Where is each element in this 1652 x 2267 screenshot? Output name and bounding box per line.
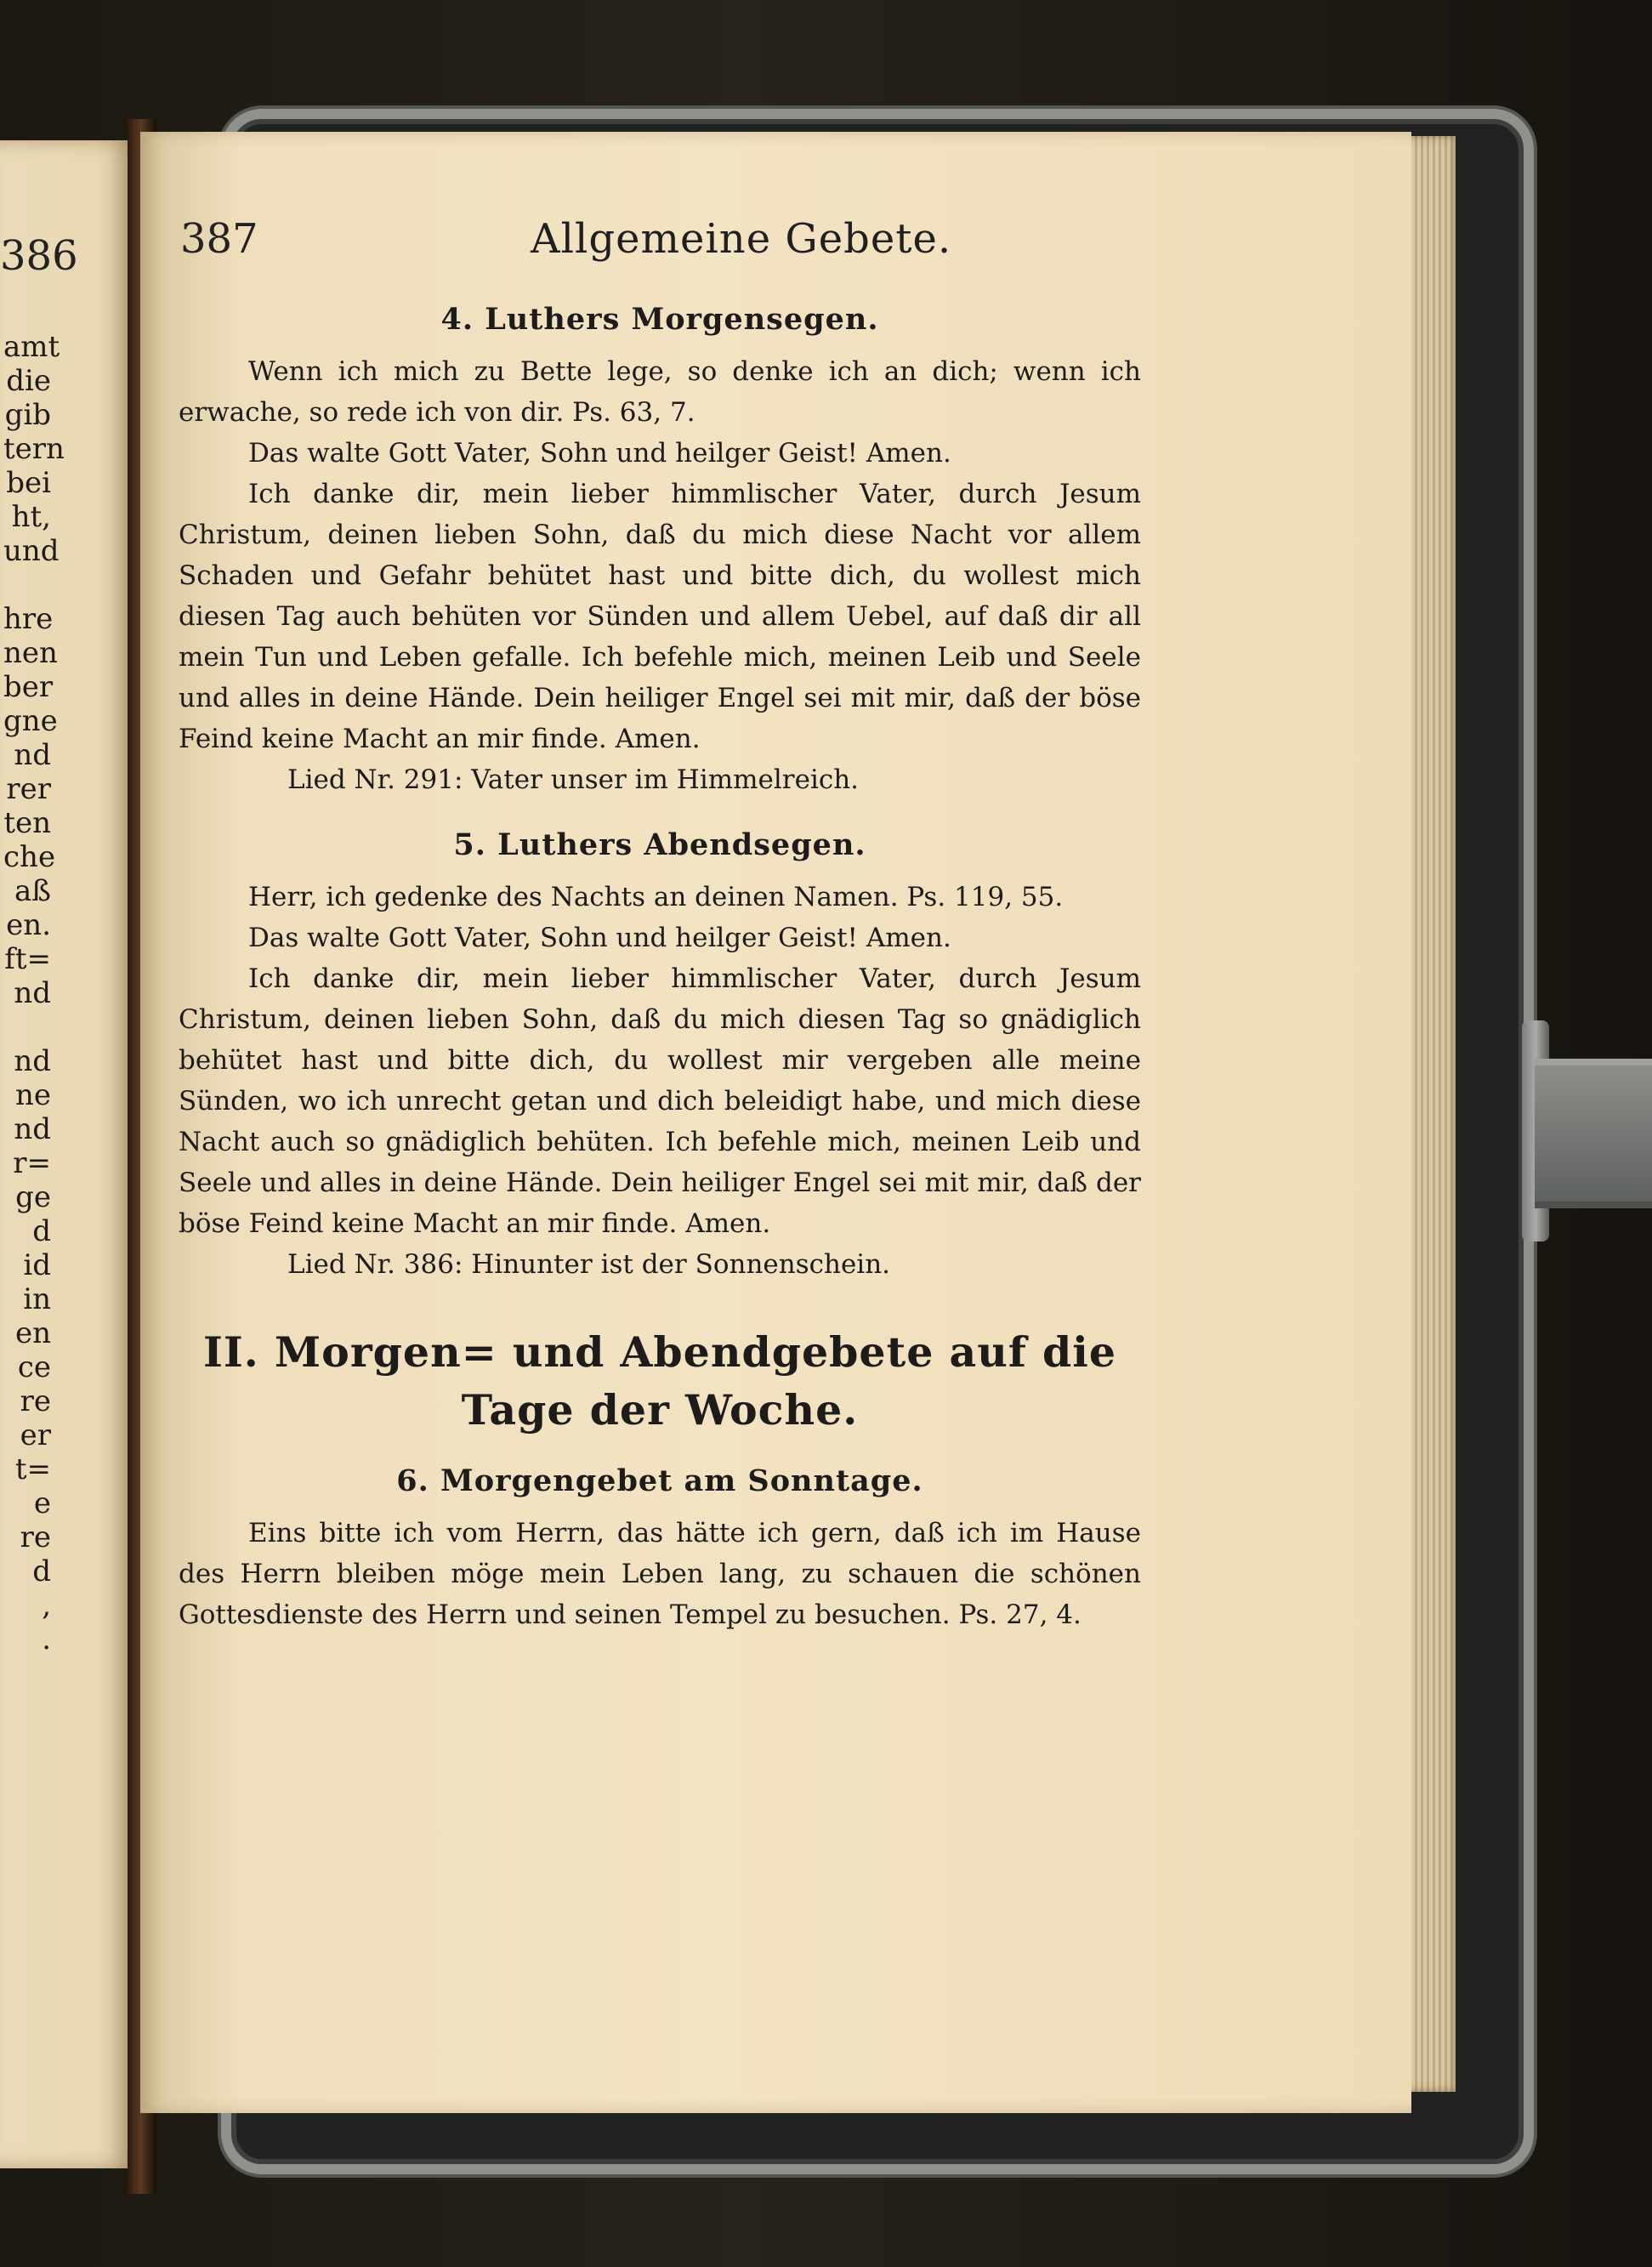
paragraph: Das walte Gott Vater, Sohn und heilger Geist! Amen.: [248, 438, 951, 469]
left-page-number: 386: [0, 232, 78, 280]
left-text-fragment-33: er: [20, 1418, 51, 1452]
left-page-fragment: [0, 140, 136, 2168]
spacer: [179, 800, 1141, 826]
spacer: [179, 865, 1141, 877]
left-text-fragment-31: ce: [17, 1350, 51, 1384]
running-head: Allgemeine Gebete.: [531, 215, 952, 263]
left-text-fragment-25: r=: [13, 1146, 51, 1180]
left-text-fragment-19: ft=: [4, 942, 51, 976]
paragraph: Das walte Gott Vater, Sohn und heilger Geist! Amen.: [248, 923, 951, 953]
left-text-fragment-13: nd: [14, 738, 51, 772]
left-text-fragment-37: d: [32, 1554, 51, 1588]
metal-clasp: [1535, 1059, 1652, 1208]
spacer: [179, 339, 1141, 351]
spacer: [179, 1285, 1141, 1326]
paragraph: Ich danke dir, mein lieber himmlischer Vater, durch Jesum Christum, deinen lieben Sohn, daß du mich diese Nacht vor allem Schaden und Gefahr behütet hast und bitte dich, du wollest mich diesen Tag auch behüten vor Sünden und allem Uebel, auf daß dir all mein Tun und Leben gefalle. Ich befehle mich, meinen Leib und Seele und alles in deine Hände. Dein heiliger Engel sei mit mir, daß der böse Feind keine Macht an mir finde. Amen.: [179, 479, 1141, 754]
left-text-fragment-16: che: [3, 840, 56, 874]
section-heading: 4. Luthers Morgensegen.: [440, 302, 879, 337]
paragraph: Eins bitte ich vom Herrn, das hätte ich gern, daß ich im Hause des Herrn bleiben möge mein Leben lang, zu schauen die schönen Gottesdienste des Herrn und seinen Tempel zu besuchen. Ps. 27, 4.: [179, 1518, 1141, 1630]
left-text-fragment-36: re: [20, 1520, 51, 1554]
hymn-reference: Lied Nr. 291: Vater unser im Himmelreich.: [287, 764, 860, 795]
left-text-fragment-38: ,: [42, 1588, 51, 1622]
paragraph: Herr, ich gedenke des Nachts an deinen Namen. Ps. 119, 55.: [248, 882, 1064, 912]
left-text-fragment-32: re: [20, 1384, 51, 1418]
chapter-heading: [179, 1326, 1141, 1436]
left-text-fragment-39: .: [42, 1622, 51, 1656]
left-text-fragment-12: gne: [3, 704, 58, 738]
left-text-fragment-1: amt: [3, 330, 60, 364]
left-text-fragment-17: aß: [14, 874, 51, 908]
paragraph: Wenn ich mich zu Bette lege, so denke ich an dich; wenn ich erwache, so rede ich von dir. Ps. 63, 7.: [179, 356, 1141, 428]
paragraph: Ich danke dir, mein lieber himmlischer Vater, durch Jesum Christum, deinen lieben Sohn, daß du mich diesen Tag so gnädiglich behütet hast und bitte dich, du wollest mir vergeben alle meine Sünden, wo ich unrecht getan und dich beleidigt habe, und mich diese Nacht auch so gnädiglich behüten. Ich befehle mich, meinen Leib und Seele und alles in deine Hände. Dein heiliger Engel sei mit mir, daß der böse Feind keine Macht an mir finde. Amen.: [179, 963, 1141, 1239]
left-text-fragment-27: d: [32, 1214, 51, 1248]
left-text-fragment-5: bei: [6, 466, 51, 500]
left-text-fragment-23: ne: [14, 1078, 51, 1112]
section-heading: 5. Luthers Abendsegen.: [453, 827, 866, 862]
hymn-reference: Lied Nr. 386: Hinunter ist der Sonnenschein.: [287, 1249, 891, 1280]
left-text-fragment-4: tern: [3, 432, 65, 466]
chapter-heading-line-1: II. Morgen= und Abendgebete auf die: [202, 1327, 1117, 1377]
left-text-fragment-29: in: [23, 1282, 51, 1316]
left-text-fragment-14: rer: [6, 772, 51, 806]
left-text-fragment-30: en: [14, 1316, 51, 1350]
right-page: [140, 132, 1411, 2113]
chapter-heading-line-2: Tage der Woche.: [461, 1385, 859, 1435]
page-number: 387: [180, 215, 258, 263]
left-text-fragment-2: die: [6, 364, 51, 398]
page-content: [179, 300, 1141, 1635]
left-text-fragment-3: gib: [4, 398, 51, 432]
left-text-fragment-22: nd: [14, 1044, 51, 1078]
left-text-fragment-35: e: [33, 1486, 51, 1520]
section-morgengebet-am-sonntage: [179, 1462, 1141, 1635]
left-text-fragment-9: hre: [3, 602, 54, 636]
left-text-fragment-24: nd: [14, 1112, 51, 1146]
left-text-fragment-20: nd: [14, 976, 51, 1010]
left-text-fragment-15: ten: [3, 806, 51, 840]
left-text-fragment-34: t=: [14, 1452, 51, 1486]
left-text-fragment-6: ht,: [11, 500, 51, 534]
section-heading: 6. Morgengebet am Sonntage.: [396, 1463, 923, 1498]
left-text-fragment-11: ber: [3, 670, 54, 704]
left-text-fragment-7: und: [3, 534, 60, 568]
left-text-fragment-10: nen: [3, 636, 58, 670]
section-luthers-morgensegen: [179, 300, 1141, 800]
spacer: [179, 1501, 1141, 1513]
section-luthers-abendsegen: [179, 826, 1141, 1285]
left-text-fragment-18: en.: [6, 908, 51, 942]
spacer: [179, 1436, 1141, 1462]
left-text-fragment-28: id: [23, 1248, 51, 1282]
page-header: [180, 215, 1371, 266]
left-text-fragment-26: ge: [15, 1180, 51, 1214]
